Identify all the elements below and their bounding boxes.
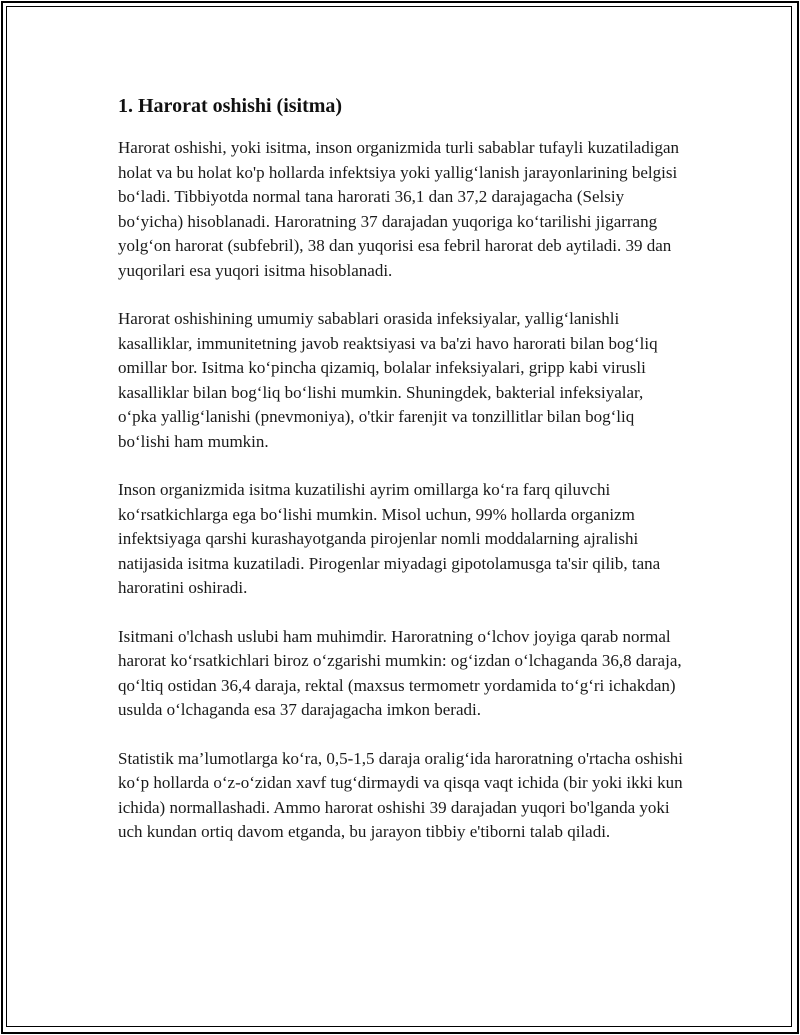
paragraph-1: Harorat oshishi, yoki isitma, inson organizmida turli sabablar tufayli kuzatiladigan holat va bu holat ko'p hollarda infektsiya yoki yallig‘lanish jarayonlarining belgisi bo‘ladi. Tibbiyotda normal tana harorati 36,1 dan 37,2 darajagacha (Selsiy bo‘yicha) hisoblanadi. Haroratning 37 darajadan yuqoriga ko‘tarilishi jigarrang yolg‘on harorat (subfebril), 38 dan yuqorisi esa febril harorat deb aytiladi. 39 dan yuqorilari esa yuqori isitma hisoblanadi. <box>118 138 680 280</box>
paragraph-3: Inson organizmida isitma kuzatilishi ayrim omillarga ko‘ra farq qiluvchi ko‘rsatkichlarga ega bo‘lishi mumkin. Misol uchun, 99% hollarda organizm infektsiyaga qarshi kurashayotganda pirojenlar nomli moddalarning ajralishi natijasida isitma kuzatiladi. Pirogenlar miyadagi gipotolamusga ta'sir qilib, tana haroratini oshiradi. <box>118 480 661 597</box>
section-heading: 1. Harorat oshishi (isitma) <box>118 95 343 117</box>
paragraph-4: Isitmani o'lchash uslubi ham muhimdir. Haroratning o‘lchov joyiga qarab normal harorat ko‘rsatkichlari biroz o‘zgarishi mumkin: og‘izdan o‘lchaganda 36,8 daraja, qo‘ltiq ostidan 36,4 daraja, rektal (maxsus termometr yordamida to‘g‘ri ichakdan) usulda o‘lchaganda esa 37 darajagacha imkon beradi. <box>118 626 682 719</box>
document-content <box>118 92 686 869</box>
paragraph-2: Harorat oshishining umumiy sabablari orasida infeksiyalar, yallig‘lanishli kasalliklar, immunitetning javob reaktsiyasi va ba'zi havo harorati bilan bog‘liq omillar bor. Isitma ko‘pincha qizamiq, bolalar infeksiyalari, gripp kabi virusli kasalliklar bilan bog‘liq bo‘lishi mumkin. Shuningdek, bakterial infeksiyalar, o‘pka yallig‘lanishi (pnevmoniya), o'tkir farenjit va tonzillitlar bilan bog‘liq bo‘lishi ham mumkin. <box>118 309 658 451</box>
paragraph-5: Statistik ma’lumotlarga ko‘ra, 0,5-1,5 daraja oralig‘ida haroratning o'rtacha oshishi ko‘p hollarda o‘z-o‘zidan xavf tug‘dirmaydi va qisqa vaqt ichida (bir yoki ikki kun ichida) normallashadi. Ammo harorat oshishi 39 darajadan yuqori bo'lganda yoki uch kundan ortiq davom etganda, bu jarayon tibbiy e'tiborni talab qiladi. <box>118 748 684 841</box>
